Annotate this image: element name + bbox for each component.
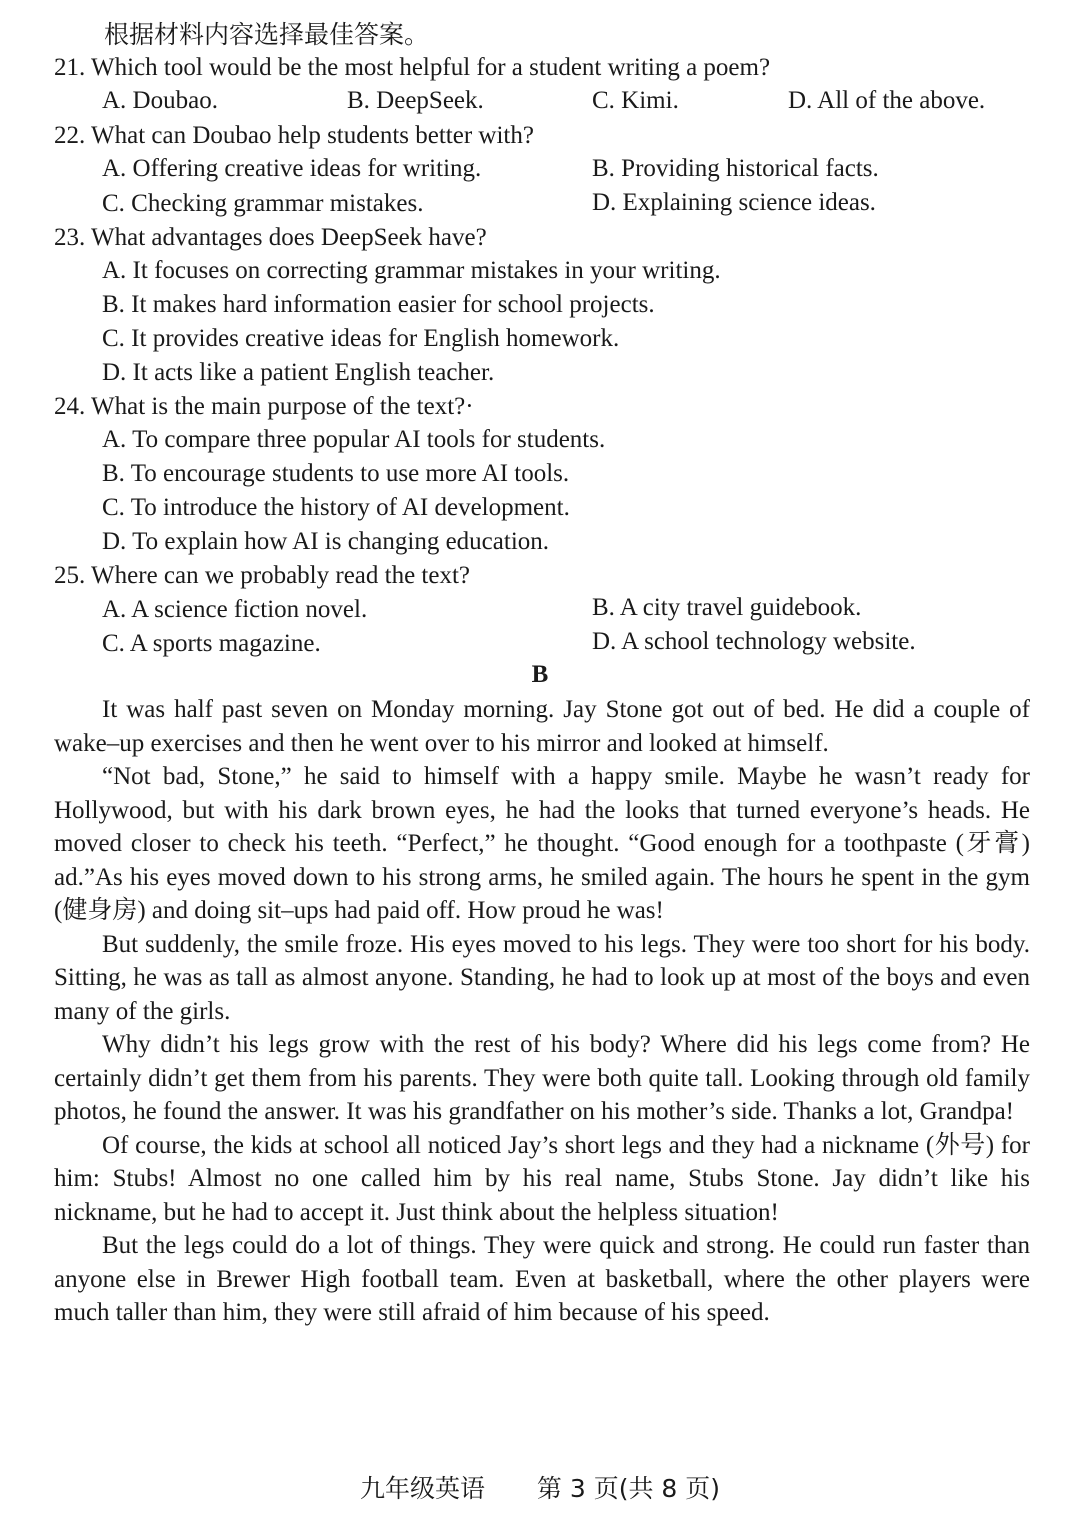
option: D. A school technology website. [592,628,916,655]
option: C. Checking grammar mistakes. [102,190,424,217]
footer-subject: 九年级英语 [359,1474,485,1503]
option: B. A city travel guidebook. [592,594,862,621]
option: C. Kimi. [592,87,679,114]
option: A. Doubao. [102,87,218,114]
question-stem: 25. Where can we probably read the text? [54,562,471,589]
question-stem: 21. Which tool would be the most helpful for a student writing a poem? [54,54,771,81]
instruction: 根据材料内容选择最佳答案。 [104,20,430,49]
passage-paragraph: “Not bad, Stone,” he said to himself with a happy smile. Maybe he wasn’t ready for Hollywood, but with his dark brown eyes, he had the looks that turned everyone’s heads. He moved closer to check his teeth. “Perfect,” he thought. “Good enough for a toothpaste (牙膏) ad.”As his eyes moved down to his strong arms, he smiled again. The hours he spent in the gym (健身房) and doing sit–ups had paid off. How proud he was! [54,763,1030,924]
option: D. To explain how AI is changing education. [102,528,550,555]
option: C. A sports magazine. [102,630,321,657]
option: A. A science fiction novel. [102,596,368,623]
option: B. To encourage students to use more AI tools. [102,460,570,487]
option: A. Offering creative ideas for writing. [102,155,482,182]
question-stem: 22. What can Doubao help students better with? [54,122,534,149]
option: D. It acts like a patient English teacher. [102,359,495,386]
passage-paragraph: Why didn’t his legs grow with the rest of his body? Where did his legs come from? He certainly didn’t get them from his parents. They were both quite tall. Looking through old family photos, he found the answer. It was his grandfather on his mother’s side. Thanks a lot, Grandpa! [54,1031,1030,1125]
option: A. To compare three popular AI tools for students. [102,426,606,453]
option: B. DeepSeek. [347,87,484,114]
footer-page-number: 第 3 页(共 8 页) [536,1474,721,1503]
page-footer [0,1472,1080,1506]
option: B. It makes hard information easier for school projects. [102,291,655,318]
passage-paragraph: It was half past seven on Monday morning. Jay Stone got out of bed. He did a couple of wake–up exercises and then he went over to his mirror and looked at himself. [54,696,1030,757]
option: A. It focuses on correcting grammar mistakes in your writing. [102,257,721,284]
question-stem: 24. What is the main purpose of the text?· [54,393,474,420]
passage-paragraph: Of course, the kids at school all noticed Jay’s short legs and they had a nickname (外号) for him: Stubs! Almost no one called him by his real name, Stubs Stone. Jay didn’t like his nickname, but he had to accept it. Just think about the helpless situation! [54,1131,1030,1226]
option: C. To introduce the history of AI development. [102,494,570,521]
passage-paragraph: But suddenly, the smile froze. His eyes moved to his legs. They were too short for his body. Sitting, he was as tall as almost anyone. Standing, he had to look up at most of the boys and even many of the girls. [54,930,1030,1025]
passage-paragraph: But the legs could do a lot of things. They were quick and strong. He could run faster than anyone else in Brewer High football team. Even at basketball, where the other players were much taller than him, they were still afraid of him because of his speed. [54,1232,1030,1326]
option: C. It provides creative ideas for English homework. [102,325,620,352]
reading-passage [54,693,1030,1330]
section-title: B [531,661,549,688]
option: D. All of the above. [788,87,986,114]
option: B. Providing historical facts. [592,155,879,182]
option: D. Explaining science ideas. [592,189,876,216]
question-stem: 23. What advantages does DeepSeek have? [54,224,487,251]
